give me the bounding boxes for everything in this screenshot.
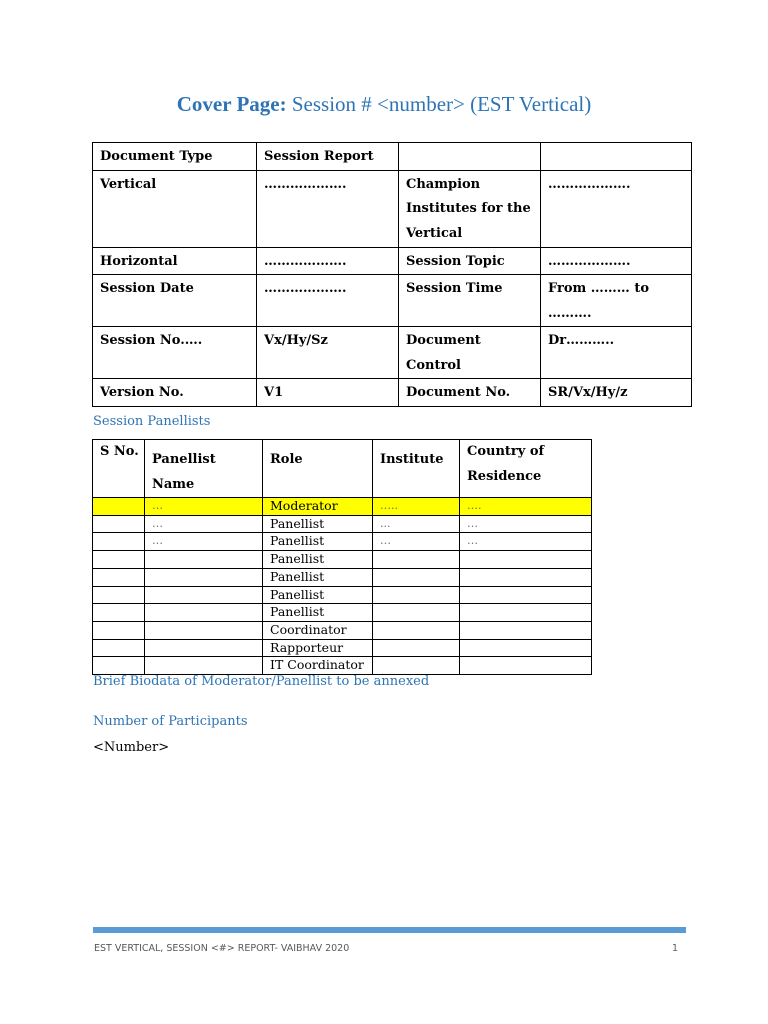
panellist-cell <box>373 621 460 639</box>
panellist-cell <box>373 657 460 675</box>
panellist-cell <box>93 639 145 657</box>
panellist-cell <box>145 639 263 657</box>
info-cell: Horizontal <box>93 247 257 275</box>
header-s-no: S No. <box>93 440 145 498</box>
panellist-cell <box>373 568 460 586</box>
panellist-cell <box>460 551 592 569</box>
panellist-cell <box>93 657 145 675</box>
panellists-header-row <box>93 440 592 498</box>
panellist-cell <box>460 657 592 675</box>
panellist-cell: … <box>145 515 263 533</box>
panellist-cell: … <box>373 533 460 551</box>
biodata-note: Brief Biodata of Moderator/Panellist to be annexed <box>93 674 430 689</box>
panellist-row <box>93 515 592 533</box>
panellist-cell: …. <box>460 498 592 516</box>
header-country-of-residence: Country of Residence <box>460 440 592 498</box>
header-panellist-name: Panellist Name <box>145 440 263 498</box>
panellist-cell: … <box>460 533 592 551</box>
panellist-row <box>93 533 592 551</box>
info-cell: Session Date <box>93 275 257 327</box>
panellist-cell <box>93 533 145 551</box>
panellist-cell <box>373 639 460 657</box>
info-cell: Champion Institutes for the Vertical <box>399 170 541 247</box>
panellist-cell: … <box>460 515 592 533</box>
panellist-row <box>93 586 592 604</box>
session-panellists-heading: Session Panellists <box>93 414 211 429</box>
footer-bar <box>93 927 686 933</box>
panellist-cell <box>373 551 460 569</box>
info-cell: SR/Vx/Hy/z <box>541 379 692 407</box>
panellist-row <box>93 604 592 622</box>
panellist-cell <box>93 586 145 604</box>
page-title-text: Session # <number> (EST Vertical) <box>286 92 592 116</box>
panellist-cell: Moderator <box>263 498 373 516</box>
panellist-row <box>93 498 592 516</box>
panellist-cell <box>93 604 145 622</box>
info-cell: ………………. <box>257 247 399 275</box>
panellist-cell <box>460 568 592 586</box>
panellist-cell: Panellist <box>263 515 373 533</box>
panellist-cell: Panellist <box>263 586 373 604</box>
panellist-row <box>93 639 592 657</box>
info-cell: ………………. <box>257 275 399 327</box>
panellist-cell <box>373 586 460 604</box>
participants-heading: Number of Participants <box>93 714 248 729</box>
footer-text: EST VERTICAL, SESSION <#> REPORT- VAIBHAV 2020 <box>94 943 350 954</box>
info-cell: ………………. <box>257 170 399 247</box>
info-cell: V1 <box>257 379 399 407</box>
info-cell: Vertical <box>93 170 257 247</box>
panellist-cell <box>145 621 263 639</box>
panellist-cell <box>145 551 263 569</box>
page-number: 1 <box>672 943 679 954</box>
panellist-cell <box>93 551 145 569</box>
info-cell: Version No. <box>93 379 257 407</box>
info-cell: Dr……….. <box>541 327 692 379</box>
panellist-cell: Coordinator <box>263 621 373 639</box>
header-role: Role <box>263 440 373 498</box>
info-row <box>93 170 692 247</box>
info-cell <box>541 143 692 171</box>
info-cell: Document Type <box>93 143 257 171</box>
panellist-cell: ... <box>373 515 460 533</box>
panellists-table <box>92 439 592 675</box>
panellist-cell <box>93 515 145 533</box>
info-cell: Vx/Hy/Sz <box>257 327 399 379</box>
panellist-cell: Panellist <box>263 533 373 551</box>
panellist-cell <box>145 586 263 604</box>
panellist-cell: … <box>145 498 263 516</box>
info-row <box>93 327 692 379</box>
panellist-cell <box>460 639 592 657</box>
info-row <box>93 143 692 171</box>
panellist-cell <box>145 657 263 675</box>
document-info-table <box>92 142 692 407</box>
info-cell: Session Time <box>399 275 541 327</box>
panellist-cell: IT Coordinator <box>263 657 373 675</box>
info-cell: Session No.…. <box>93 327 257 379</box>
info-cell: ………………. <box>541 170 692 247</box>
panellist-cell <box>145 604 263 622</box>
header-institute: Institute <box>373 440 460 498</box>
panellist-row <box>93 551 592 569</box>
page-title <box>0 92 768 117</box>
info-cell <box>399 143 541 171</box>
participants-value: <Number> <box>93 740 170 755</box>
info-row <box>93 247 692 275</box>
panellist-row <box>93 657 592 675</box>
panellist-cell <box>93 498 145 516</box>
panellist-cell <box>460 586 592 604</box>
info-row <box>93 379 692 407</box>
panellist-cell: Rapporteur <box>263 639 373 657</box>
panellist-cell <box>373 604 460 622</box>
page-title-label: Cover Page: <box>176 92 287 116</box>
panellist-cell: Panellist <box>263 551 373 569</box>
panellist-cell <box>93 568 145 586</box>
panellist-row <box>93 621 592 639</box>
info-cell: Document Control <box>399 327 541 379</box>
panellist-cell: ….. <box>373 498 460 516</box>
panellist-cell <box>460 621 592 639</box>
panellist-cell <box>460 604 592 622</box>
panellist-cell <box>145 568 263 586</box>
info-cell: Document No. <box>399 379 541 407</box>
info-cell: From ……… to ………. <box>541 275 692 327</box>
info-cell: Session Report <box>257 143 399 171</box>
panellist-row <box>93 568 592 586</box>
panellist-cell: Panellist <box>263 568 373 586</box>
panellist-cell <box>93 621 145 639</box>
panellist-cell: Panellist <box>263 604 373 622</box>
panellist-cell: … <box>145 533 263 551</box>
info-cell: Session Topic <box>399 247 541 275</box>
info-row <box>93 275 692 327</box>
info-cell: ………………. <box>541 247 692 275</box>
